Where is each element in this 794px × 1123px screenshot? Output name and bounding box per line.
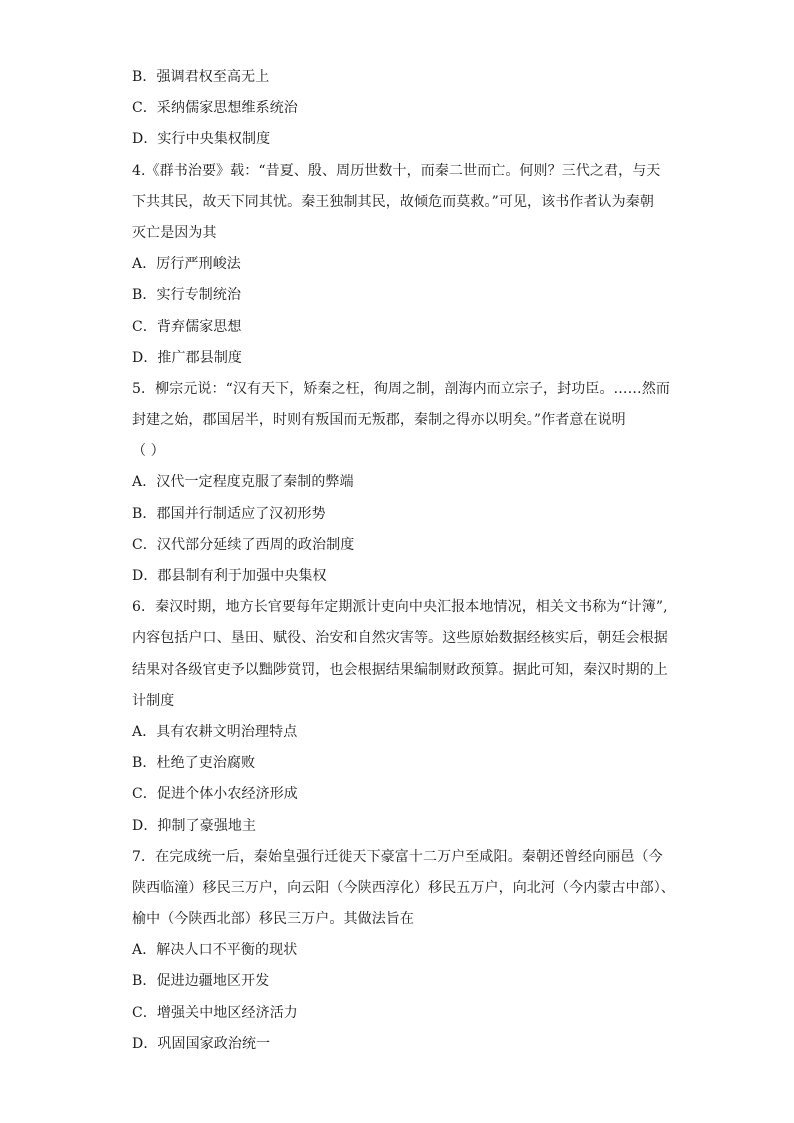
answer-option [132, 280, 666, 311]
answer-option [132, 467, 666, 498]
answer-option [132, 1029, 666, 1060]
option-text: D．郡县制有利于加强中央集权 [132, 568, 327, 584]
answer-option [132, 935, 666, 966]
answer-option [132, 717, 666, 748]
question-text-line: 灭亡是因为其 [132, 224, 217, 241]
answer-option [132, 249, 666, 280]
option-text: A．具有农耕文明治理特点 [132, 723, 298, 740]
option-text: A．厉行严刑峻法 [132, 256, 241, 273]
answer-option [132, 748, 666, 779]
option-text: C．背弃儒家思想 [132, 318, 242, 335]
option-text: C．增强关中地区经济活力 [132, 1004, 298, 1021]
question-text-line: 5．柳宗元说：“汉有天下，矫秦之枉，徇周之制，剖海内而立宗子，封功臣。……然而 [132, 380, 670, 397]
option-text: C．促进个体小农经济形成 [132, 786, 298, 803]
answer-option [132, 561, 666, 592]
option-text: D．推广郡县制度 [132, 349, 243, 366]
option-text: D．实行中央集权制度 [132, 131, 271, 148]
question-stem [132, 156, 666, 250]
answer-option [132, 343, 666, 374]
option-text: D．抑制了豪强地主 [132, 817, 257, 834]
answer-option [132, 312, 666, 343]
answer-option [132, 998, 666, 1029]
question-content [132, 62, 675, 1060]
question-text-line: 计制度 [132, 692, 175, 709]
option-text: C．采纳儒家思想维系统治 [132, 100, 298, 117]
question-text-line: 陕西临潼）移民三万户，向云阳（今陕西淳化）移民五万户，向北河（今内蒙古中部）、 [132, 879, 675, 896]
option-text: B．促进边疆地区开发 [132, 973, 270, 990]
option-text: B．强调君权至高无上 [132, 69, 270, 85]
answer-option [132, 530, 666, 561]
option-text: B．杜绝了吏治腐败 [132, 755, 256, 772]
question-text-line: 4.《群书治要》载：“昔夏、殷、周历世数十，而秦二世而亡。何则？三代之君，与天 [132, 162, 661, 179]
answer-option [132, 499, 666, 530]
answer-option [132, 124, 666, 155]
answer-option [132, 62, 666, 93]
question-stem [132, 592, 666, 717]
question-stem [132, 374, 670, 468]
option-text: B．郡国并行制适应了汉初形势 [132, 505, 326, 522]
question-text-line: 下共其民，故天下同其忧。秦王独制其民，故倾危而莫救。”可见，该书作者认为秦朝 [132, 193, 654, 210]
option-text: A．解决人口不平衡的现状 [132, 942, 298, 959]
answer-option [132, 779, 666, 810]
option-text: A．汉代一定程度克服了秦制的弊端 [132, 474, 354, 491]
option-text: C．汉代部分延续了西周的政治制度 [132, 536, 355, 553]
option-text: B．实行专制统治 [132, 287, 242, 304]
option-text: D．巩固国家政治统一 [132, 1035, 271, 1052]
question-text-line: 7．在完成统一后，秦始皇强行迁徙天下豪富十二万户至咸阳。秦朝还曾经向丽邑（今 [132, 848, 663, 865]
answer-option [132, 811, 666, 842]
answer-option [132, 93, 666, 124]
question-text-line: 封建之始，郡国居半，时则有叛国而无叛郡，秦制之得亦以明矣。”作者意在说明 [132, 412, 626, 429]
question-stem [132, 842, 675, 936]
question-text-line: 结果对各级官吏予以黜陟赏罚，也会根据结果编制财政预算。据此可知，秦汉时期的上 [132, 661, 668, 678]
question-text-line: （ ） [132, 443, 165, 460]
answer-option [132, 966, 666, 997]
question-text-line: 6．秦汉时期，地方长官要每年定期派计吏向中央汇报本地情况，相关文书称为“计簿”, [132, 599, 668, 616]
question-text-line: 内容包括户口、垦田、赋役、治安和自然灾害等。这些原始数据经核实后，朝廷会根据 [132, 630, 668, 647]
question-text-line: 榆中（今陕西北部）移民三万户。其做法旨在 [132, 911, 414, 928]
